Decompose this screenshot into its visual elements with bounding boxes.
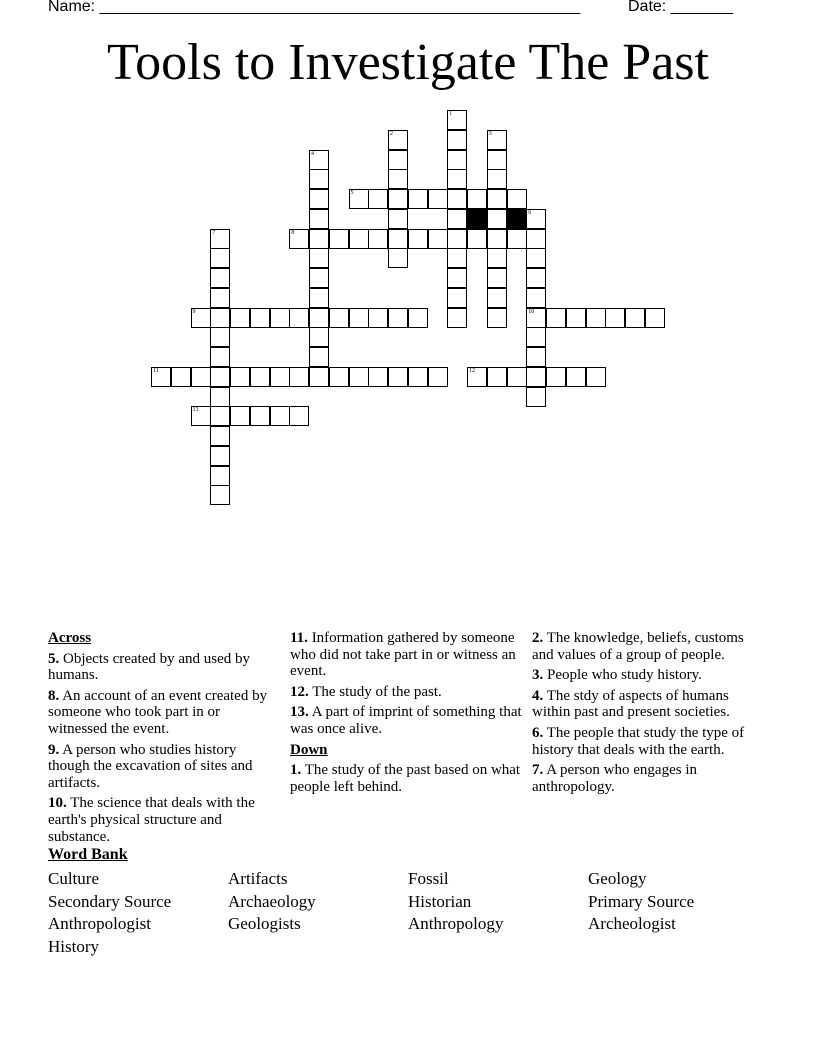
crossword-cell[interactable] bbox=[210, 406, 230, 426]
crossword-block bbox=[507, 209, 527, 229]
word-bank-item: Historian bbox=[408, 891, 472, 911]
crossword-cell[interactable] bbox=[210, 485, 230, 505]
crossword-cell[interactable] bbox=[210, 229, 230, 249]
crossword-cell[interactable] bbox=[526, 229, 546, 249]
crossword-cell[interactable] bbox=[270, 308, 290, 328]
crossword-cell[interactable] bbox=[230, 367, 250, 387]
crossword-block bbox=[467, 209, 487, 229]
crossword-cell[interactable] bbox=[467, 189, 487, 209]
crossword-cell[interactable] bbox=[388, 209, 408, 229]
crossword-cell[interactable] bbox=[447, 268, 467, 288]
crossword-cell[interactable] bbox=[171, 367, 191, 387]
clue-down-2: 2. The knowledge, beliefs, customs and values of a group of people. bbox=[532, 630, 744, 663]
clue-number: 12 bbox=[469, 367, 475, 374]
clue-across-13: 13. A part of imprint of something that was once alive. bbox=[290, 704, 522, 737]
crossword-cell[interactable] bbox=[329, 308, 349, 328]
crossword-cell[interactable] bbox=[487, 169, 507, 189]
crossword-cell[interactable] bbox=[210, 426, 230, 446]
crossword-cell[interactable] bbox=[250, 367, 270, 387]
crossword-cell[interactable] bbox=[645, 308, 665, 328]
crossword-cell[interactable] bbox=[447, 288, 467, 308]
crossword-cell[interactable] bbox=[388, 189, 408, 209]
word-bank-item: Anthropology bbox=[408, 914, 504, 934]
word-bank bbox=[48, 868, 768, 958]
crossword-cell[interactable] bbox=[566, 308, 586, 328]
crossword-cell[interactable] bbox=[270, 406, 290, 426]
crossword-cell[interactable] bbox=[368, 367, 388, 387]
crossword-cell[interactable] bbox=[487, 209, 507, 229]
name-field: Name: ______________________________________________________ bbox=[48, 0, 581, 15]
crossword-cell[interactable] bbox=[191, 367, 211, 387]
crossword-cell[interactable] bbox=[526, 288, 546, 308]
crossword-cell[interactable] bbox=[507, 189, 527, 209]
crossword-cell[interactable] bbox=[230, 308, 250, 328]
crossword-cell[interactable] bbox=[309, 169, 329, 189]
crossword-cell[interactable] bbox=[309, 189, 329, 209]
crossword-cell[interactable] bbox=[546, 308, 566, 328]
crossword-cell[interactable] bbox=[289, 308, 309, 328]
clue-across-5: 5. Objects created by and used by humans. bbox=[48, 650, 251, 684]
crossword-cell[interactable] bbox=[526, 308, 546, 328]
crossword-cell[interactable] bbox=[447, 130, 467, 150]
clue-number: 4 bbox=[311, 150, 314, 157]
crossword-cell[interactable] bbox=[309, 288, 329, 308]
crossword-cell[interactable] bbox=[368, 229, 388, 249]
crossword-cell[interactable] bbox=[625, 308, 645, 328]
crossword-cell[interactable] bbox=[210, 248, 230, 268]
crossword-cell[interactable] bbox=[467, 367, 487, 387]
clue-across-9: 9. A person who studies history though the excavation of sites and artifacts. bbox=[48, 741, 253, 791]
crossword-cell[interactable] bbox=[408, 189, 428, 209]
clue-down-7: 7. A person who engages in anthropology. bbox=[532, 762, 697, 795]
crossword-cell[interactable] bbox=[526, 387, 546, 407]
crossword-cell[interactable] bbox=[605, 308, 625, 328]
clue-number: 3 bbox=[488, 130, 492, 137]
crossword-cell[interactable] bbox=[250, 308, 270, 328]
clue-number: 9 bbox=[192, 308, 196, 315]
clue-down-6: 6. The people that study the type of history that deals with the earth. bbox=[532, 724, 745, 758]
clue-across-8: 8. An account of an event created by someone who took part in or witnessed the event. bbox=[48, 687, 268, 737]
clue-across-10: 10. The science that deals with the earth's physical structure and substance. bbox=[48, 795, 255, 845]
crossword-cell[interactable] bbox=[388, 248, 408, 268]
crossword-cell[interactable] bbox=[447, 248, 467, 268]
clue-across-12: 12. The study of the past. bbox=[290, 683, 442, 700]
crossword-cell[interactable] bbox=[487, 268, 507, 288]
crossword-cell[interactable] bbox=[210, 347, 230, 367]
crossword-cell[interactable] bbox=[487, 229, 507, 249]
crossword-cell[interactable] bbox=[388, 229, 408, 249]
word-bank-item: Primary Source bbox=[588, 891, 695, 911]
crossword-cell[interactable] bbox=[210, 308, 230, 328]
word-bank-item: Geology bbox=[588, 869, 647, 888]
clue-number: 10 bbox=[528, 308, 535, 315]
crossword-cell[interactable] bbox=[507, 367, 527, 387]
crossword-cell[interactable] bbox=[447, 169, 467, 189]
crossword-cell[interactable] bbox=[270, 367, 290, 387]
crossword-cell[interactable] bbox=[151, 367, 171, 387]
crossword-cell[interactable] bbox=[447, 110, 467, 130]
crossword-cell[interactable] bbox=[230, 406, 250, 426]
crossword-cell[interactable] bbox=[309, 268, 329, 288]
crossword-cell[interactable] bbox=[447, 229, 467, 249]
clue-number: 1 bbox=[449, 111, 453, 117]
clue-number: 5 bbox=[350, 190, 354, 196]
word-bank-item: Artifacts bbox=[228, 869, 288, 888]
crossword-cell[interactable] bbox=[309, 327, 329, 347]
word-bank-item: Anthropologist bbox=[48, 914, 151, 934]
crossword-cell[interactable] bbox=[289, 367, 309, 387]
crossword-cell[interactable] bbox=[210, 387, 230, 407]
crossword-cell[interactable] bbox=[329, 367, 349, 387]
crossword-cell[interactable] bbox=[210, 446, 230, 466]
crossword-cell[interactable] bbox=[210, 367, 230, 387]
crossword-cell[interactable] bbox=[309, 367, 329, 387]
crossword-cell[interactable] bbox=[546, 367, 566, 387]
word-bank-heading: Word Bank bbox=[48, 846, 128, 863]
crossword-cell[interactable] bbox=[487, 189, 507, 209]
crossword-cell[interactable] bbox=[526, 268, 546, 288]
crossword-cell[interactable] bbox=[349, 367, 369, 387]
crossword-cell[interactable] bbox=[309, 150, 329, 170]
date-field: Date: _______ bbox=[628, 0, 733, 15]
crossword-cell[interactable] bbox=[428, 189, 448, 209]
crossword-cell[interactable] bbox=[309, 248, 329, 268]
clue-column-1 bbox=[48, 630, 280, 849]
crossword-cell[interactable] bbox=[526, 209, 546, 229]
crossword-cell[interactable] bbox=[388, 169, 408, 189]
clue-number: 11 bbox=[153, 367, 159, 374]
crossword-cell[interactable] bbox=[428, 367, 448, 387]
crossword-cell[interactable] bbox=[329, 229, 349, 249]
crossword-cell[interactable] bbox=[368, 189, 388, 209]
crossword-cell[interactable] bbox=[309, 308, 329, 328]
crossword-cell[interactable] bbox=[349, 229, 369, 249]
crossword-cell[interactable] bbox=[487, 367, 507, 387]
crossword-cell[interactable] bbox=[388, 367, 408, 387]
word-bank-item: Archaeology bbox=[228, 891, 316, 911]
crossword-cell[interactable] bbox=[191, 406, 211, 426]
crossword-cell[interactable] bbox=[289, 406, 309, 426]
crossword-cell[interactable] bbox=[388, 308, 408, 328]
down-heading: Down bbox=[290, 741, 328, 758]
crossword-cell[interactable] bbox=[250, 406, 270, 426]
crossword-cell[interactable] bbox=[388, 130, 408, 150]
crossword-cell[interactable] bbox=[467, 229, 487, 249]
page-title: Tools to Investigate The Past bbox=[107, 34, 709, 91]
clue-across-11: 11. Information gathered by someone who did not take part in or witness an event. bbox=[290, 630, 516, 680]
crossword-cell[interactable] bbox=[408, 229, 428, 249]
word-bank-item: Culture bbox=[48, 869, 99, 888]
crossword-cell[interactable] bbox=[566, 367, 586, 387]
crossword-cell[interactable] bbox=[487, 130, 507, 150]
crossword-cell[interactable] bbox=[487, 150, 507, 170]
crossword-cell[interactable] bbox=[526, 248, 546, 268]
word-bank-item: Fossil bbox=[408, 869, 449, 888]
clue-down-4: 4. The stdy of aspects of humans within past and present societies. bbox=[532, 687, 730, 721]
crossword-cell[interactable] bbox=[487, 288, 507, 308]
crossword-cell[interactable] bbox=[507, 229, 527, 249]
clue-number: 7 bbox=[212, 229, 216, 236]
crossword-cell[interactable] bbox=[526, 347, 546, 367]
clue-number: 2 bbox=[390, 130, 393, 137]
crossword-cell[interactable] bbox=[210, 327, 230, 347]
crossword-cell[interactable] bbox=[349, 189, 369, 209]
clue-column-3 bbox=[532, 630, 766, 799]
across-heading: Across bbox=[48, 630, 92, 646]
crossword-cell[interactable] bbox=[447, 150, 467, 170]
crossword-cell[interactable] bbox=[309, 209, 329, 229]
word-bank-item: Archeologist bbox=[588, 914, 676, 934]
crossword-cell[interactable] bbox=[586, 308, 606, 328]
crossword-cell[interactable] bbox=[408, 308, 428, 328]
clue-down-1: 1. The study of the past based on what people left behind. bbox=[290, 762, 521, 795]
clue-column-2 bbox=[290, 630, 522, 799]
clue-down-3: 3. People who study history. bbox=[532, 667, 702, 684]
word-bank-item: History bbox=[48, 936, 99, 956]
crossword-cell[interactable] bbox=[289, 229, 309, 249]
crossword-cell[interactable] bbox=[447, 189, 467, 209]
crossword-cell[interactable] bbox=[210, 466, 230, 486]
word-bank-item: Geologists bbox=[228, 914, 301, 934]
crossword-cell[interactable] bbox=[526, 327, 546, 347]
clue-number: 13 bbox=[192, 407, 199, 414]
crossword-cell[interactable] bbox=[487, 248, 507, 268]
clue-number: 8 bbox=[291, 229, 295, 236]
crossword-cell[interactable] bbox=[210, 268, 230, 288]
crossword-cell[interactable] bbox=[447, 209, 467, 229]
crossword-cell[interactable] bbox=[526, 367, 546, 387]
crossword-cell[interactable] bbox=[368, 308, 388, 328]
crossword-cell[interactable] bbox=[349, 308, 369, 328]
crossword-cell[interactable] bbox=[309, 347, 329, 367]
word-bank-item: Secondary Source bbox=[48, 891, 172, 911]
clue-number: 6 bbox=[528, 209, 532, 216]
crossword-cell[interactable] bbox=[309, 229, 329, 249]
crossword-cell[interactable] bbox=[428, 229, 448, 249]
crossword-cell[interactable] bbox=[210, 288, 230, 308]
crossword-cell[interactable] bbox=[487, 308, 507, 328]
crossword-cell[interactable] bbox=[191, 308, 211, 328]
crossword-cell[interactable] bbox=[408, 367, 428, 387]
crossword-cell[interactable] bbox=[447, 308, 467, 328]
crossword-cell[interactable] bbox=[586, 367, 606, 387]
crossword-cell[interactable] bbox=[388, 150, 408, 170]
